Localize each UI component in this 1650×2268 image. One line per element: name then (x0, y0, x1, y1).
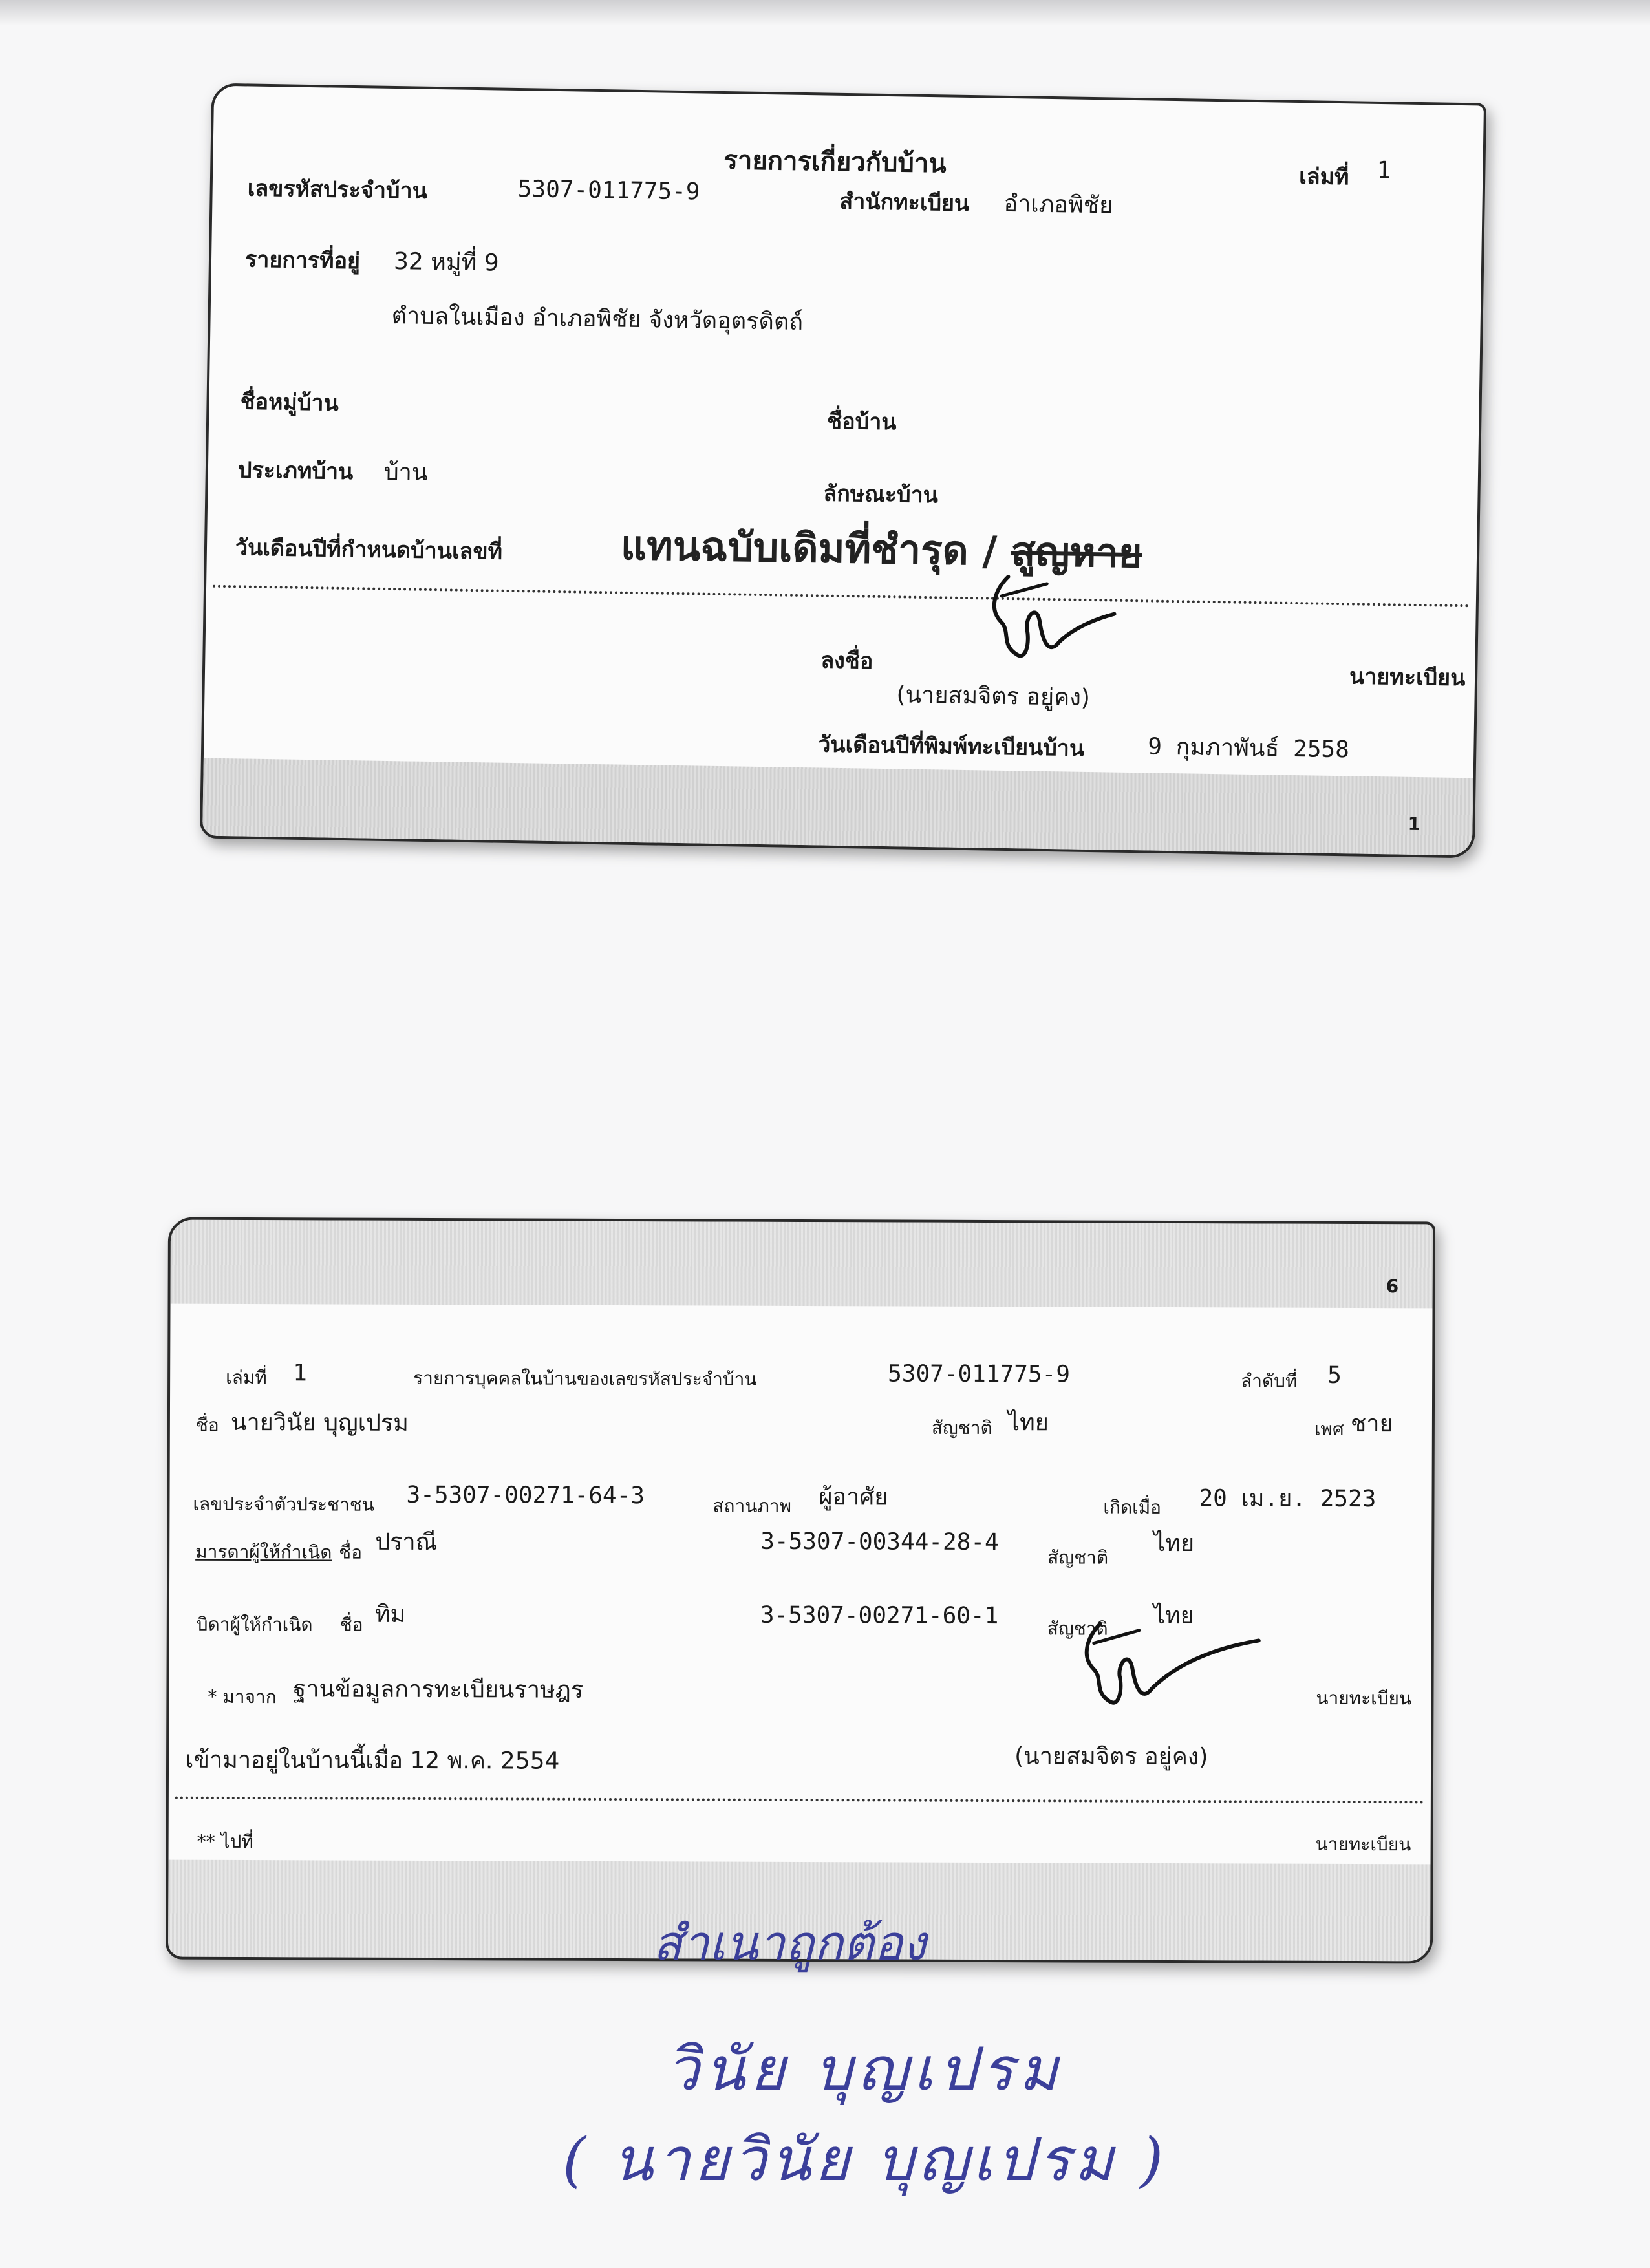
registry-office: อำเภอพิชัย (1003, 190, 1113, 219)
mother-id: 3-5307-00344-28-4 (760, 1528, 999, 1556)
father-id: 3-5307-00271-60-1 (760, 1601, 999, 1630)
registrar-signature (981, 563, 1125, 675)
father-label: บิดาผู้ให้กำเนิด (196, 1613, 313, 1636)
house-code: 5307-011775-9 (517, 176, 700, 206)
person-page-number: 6 (1386, 1276, 1399, 1298)
order-value: 5 (1327, 1362, 1342, 1389)
card-shade-top (171, 1220, 1433, 1309)
certified-copy-note: สำเนาถูกต้อง (653, 1916, 927, 1971)
house-code-label: เลขรหัสประจำบ้าน (247, 175, 428, 204)
address-line2: ตำบลในเมือง อำเภอพิชัย จังหวัดอุตรดิตถ์ (391, 303, 804, 336)
mother-nationality: ไทย (1153, 1530, 1195, 1557)
status: ผู้อาศัย (819, 1484, 888, 1511)
volume-label: เล่มที่ (1298, 164, 1349, 191)
page-edge-shadow (0, 0, 1650, 26)
registrar-title: นายทะเบียน (1316, 1687, 1412, 1709)
father-nationality-label: สัญชาติ (1047, 1618, 1108, 1640)
from-label: * มาจาก (208, 1685, 277, 1708)
id-number: 3-5307-00271-64-3 (406, 1481, 645, 1510)
handwritten-signature: วินัย บุญเปรม (666, 2035, 1064, 2104)
handwritten-printed-name: ( นายวินัย บุญเปรม ) (562, 2125, 1168, 2194)
sign-label: ลงชื่อ (820, 647, 873, 674)
page-number: 1 (1408, 813, 1421, 835)
print-date: 9 กุมภาพันธ์ 2558 (1148, 733, 1350, 764)
stamp-text: แทนฉบับเดิมที่ชำรุด / (620, 521, 998, 575)
father-name: ทิม (374, 1601, 406, 1628)
order-label: ลำดับที่ (1241, 1370, 1298, 1392)
village-name-label: ชื่อหมู่บ้าน (240, 389, 339, 416)
status-label: สถานภาพ (712, 1495, 792, 1517)
id-label: เลขประจำตัวประชาชน (193, 1493, 375, 1515)
mother-nationality-label: สัญชาติ (1047, 1546, 1109, 1568)
moved-to-label: ** ไปที่ (197, 1830, 253, 1853)
father-name-label: ชื่อ (339, 1614, 363, 1636)
registrar-name: (นายสมจิตร อยู่คง) (1014, 1743, 1208, 1771)
nationality-label: สัญชาติ (931, 1417, 992, 1439)
person-details-card (166, 1217, 1435, 1964)
house-type-label: ประเภทบ้าน (237, 457, 354, 486)
father-nationality: ไทย (1153, 1602, 1194, 1630)
from-value: ฐานข้อมูลการทะเบียนราษฎร (293, 1676, 584, 1704)
volume-value: 1 (1377, 156, 1391, 184)
sex: ชาย (1350, 1410, 1393, 1438)
sex-label: เพศ (1314, 1418, 1344, 1440)
name-label: ชื่อ (195, 1414, 219, 1436)
mother-name: ปราณี (375, 1528, 438, 1556)
nationality: ไทย (1007, 1409, 1049, 1437)
separator-dotted-line (175, 1797, 1424, 1804)
volume-label: เล่มที่ (226, 1366, 267, 1389)
date-assigned-label: วันเดือนปีที่กำหนดบ้านเลขที่ (235, 535, 503, 565)
house-details-card (200, 83, 1486, 859)
registry-office-label: สำนักทะเบียน (839, 188, 970, 217)
house-character-label: ลักษณะบ้าน (823, 480, 939, 509)
card-shade (202, 758, 1473, 856)
print-date-label: วันเดือนปีที่พิมพ์ทะเบียนบ้าน (818, 731, 1085, 762)
born: 20 เม.ย. 2523 (1199, 1485, 1377, 1513)
born-label: เกิดเมื่อ (1103, 1496, 1162, 1518)
address-label: รายการที่อยู่ (244, 246, 361, 275)
moved-in: เข้ามาอยู่ในบ้านนี้เมื่อ 12 พ.ค. 2554 (186, 1746, 560, 1775)
house-card-title: รายการเกี่ยวกับบ้าน (723, 145, 947, 179)
house-type: บ้าน (383, 458, 428, 486)
stamp-struck-text: สูญหาย (1011, 528, 1142, 577)
person-list-label: รายการบุคคลในบ้านของเลขรหัสประจำบ้าน (413, 1367, 757, 1390)
registrar-signature (1074, 1610, 1269, 1721)
house-name-label: ชื่อบ้าน (826, 408, 897, 436)
person-house-code: 5307-011775-9 (888, 1360, 1071, 1388)
registrar-name: (นายสมจิตร อยู่คง) (896, 681, 1091, 712)
mother-label: มารดาผู้ให้กำเนิด (195, 1541, 332, 1563)
mother-name-label: ชื่อ (339, 1541, 363, 1563)
address-line1: 32 หมู่ที่ 9 (393, 248, 500, 277)
separator-dotted-line (213, 585, 1470, 608)
registrar-title-2: นายทะเบียน (1315, 1833, 1411, 1856)
volume-value: 1 (293, 1360, 307, 1387)
registrar-title: นายทะเบียน (1349, 663, 1466, 692)
person-name: นายวินัย บุญเปรม (230, 1409, 409, 1437)
